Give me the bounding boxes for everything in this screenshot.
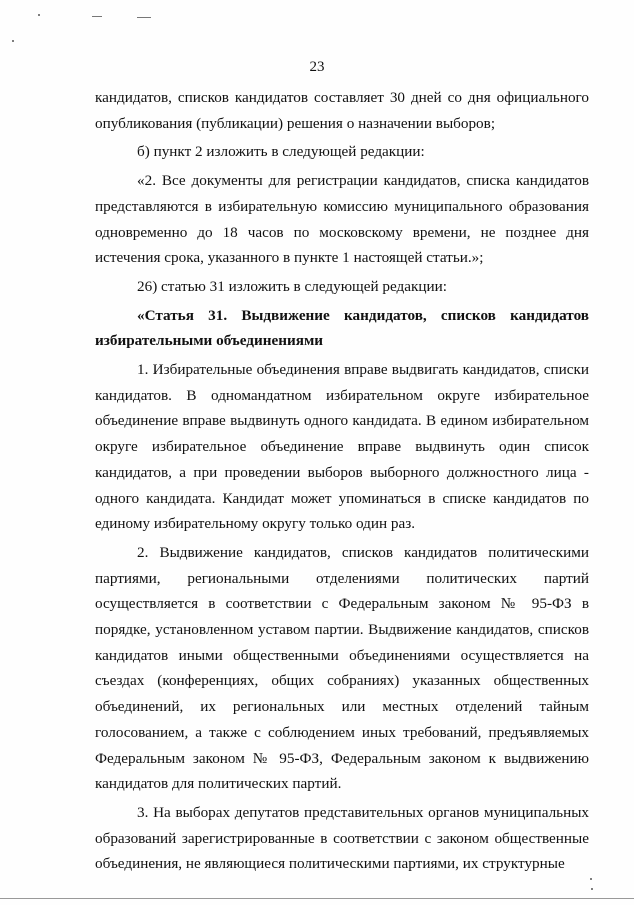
scan-artifact [137, 17, 151, 18]
article-heading: «Статья 31. Выдвижение кандидатов, списков кандидатов избирательными объединениями [95, 306, 589, 350]
paragraph-continuation: кандидатов, списков кандидатов составляет 30 дней со дня официального опубликования (публикации) решения о назначении выборов; [95, 89, 589, 132]
paragraph-point-2: 2. Выдвижение кандидатов, списков кандидатов политическими партиями, региональными отделениями политических партий осуществляется в соответствии с Федеральным законом № 95-ФЗ в порядке, установленном уставом партии. Выдвижение кандидатов, списков кандидатов иными общественными объединениями осуществляется на съездах (конференциях, общих собраниях) указанных общественных объединений, их региональных или местных отделений тайным голосованием, а также с соблюдением иных требований, предъявляемых Федеральным законом № 95-ФЗ, Федеральным законом к выдвижению кандидатов для политических партий. [95, 543, 589, 793]
paragraph-point-1: 1. Избирательные объединения вправе выдвигать кандидатов, списки кандидатов. В одномандатном избирательном округе избирательное объединение вправе выдвинуть одного кандидата. В едином избирательном округе избирательное объединение вправе выдвинуть один список кандидатов, а при проведении выборов выборного должностного лица - одного кандидата. Кандидат может упоминаться в списке кандидатов по единому избирательному округу только один раз. [95, 361, 589, 533]
paragraph-quoted-point-2: «2. Все документы для регистрации кандидатов, списка кандидатов представляются в избирательную комиссию муниципального образования одновременно до 18 часов по московскому времени, не позднее дня истечения срока, указанного в пункте 1 настоящей статьи.»; [95, 172, 589, 267]
scan-artifact [38, 14, 40, 16]
document-body [95, 85, 589, 877]
page-number: 23 [309, 59, 325, 75]
paragraph-point-3: 3. На выборах депутатов представительных органов муниципальных образований зарегистрированные в соответствии с законом общественные объединения, не являющиеся политическими партиями, их структурные [95, 803, 589, 873]
scan-edge [0, 898, 634, 899]
scan-artifact [590, 878, 592, 880]
scan-artifact [92, 16, 102, 17]
paragraph-subitem-b: б) пункт 2 изложить в следующей редакции: [137, 143, 425, 161]
scan-artifact [591, 888, 593, 890]
scan-artifact [12, 40, 14, 42]
paragraph-item-26: 26) статью 31 изложить в следующей редакции: [137, 277, 447, 295]
